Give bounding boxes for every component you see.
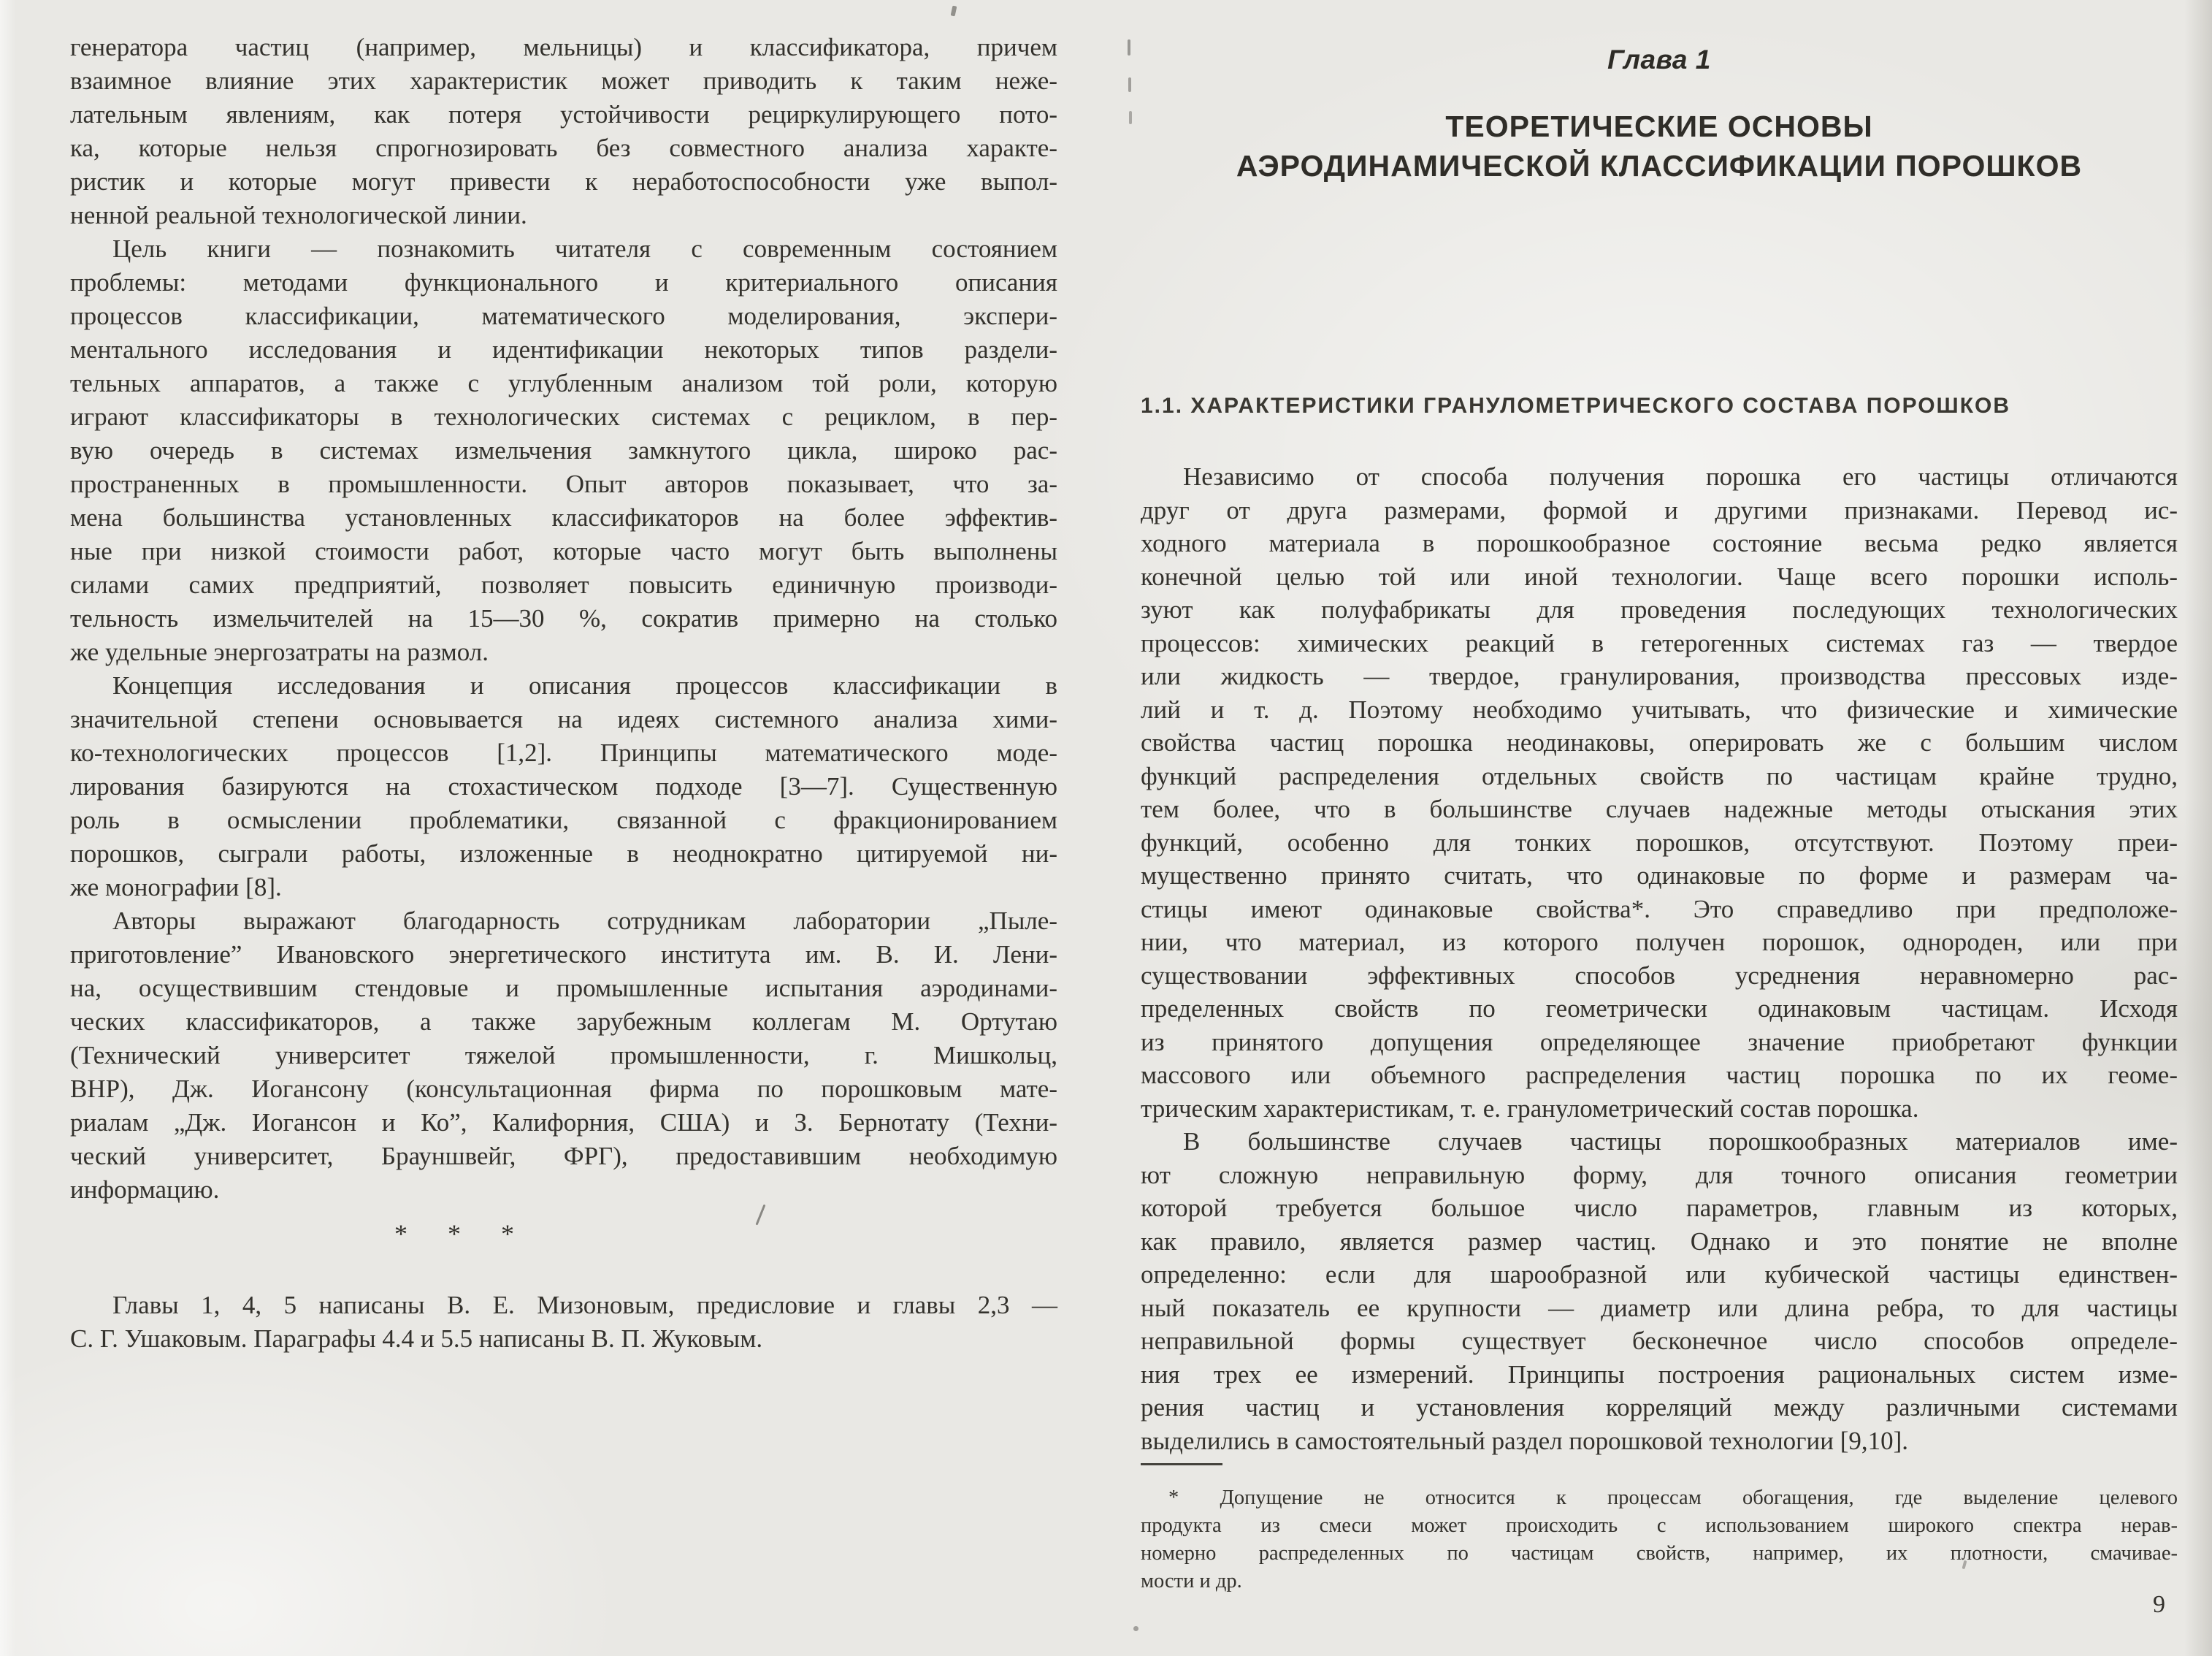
text-line: лательным явлениям, как потеря устойчивости рециркулирующего пото-: [70, 100, 1057, 129]
left-page-body: [70, 31, 1057, 1207]
right-page: [1141, 0, 2178, 1595]
text-line: мости и др.: [1141, 1570, 1242, 1592]
paragraph: [1141, 1125, 2178, 1457]
text-line: функций распределения отдельных свойств по частицам крайне трудно,: [1141, 761, 2178, 790]
text-line: нии, что материал, из которого получен порошок, однороден, или при: [1141, 928, 2178, 956]
authorship-note: [70, 1289, 1057, 1356]
text-line: роль в осмыслении проблематики, связанной с фракционированием: [70, 806, 1057, 834]
text-line: взаимное влияние этих характеристик может приводить к таким неже-: [70, 66, 1057, 95]
paragraph: [1141, 1484, 2178, 1595]
text-line: С. Г. Ушаковым. Параграфы 4.4 и 5.5 написаны В. П. Жуковым.: [70, 1324, 763, 1353]
text-line: неправильной формы существует бесконечное число способов определе-: [1141, 1327, 2178, 1355]
text-line: тельность измельчителей на 15—30 %, сократив примерно на столько: [70, 604, 1057, 633]
paragraph: [70, 1289, 1057, 1356]
text-line: риалам „Дж. Иогансон и Ко”, Калифорния, США) и З. Бернотату (Техни-: [70, 1108, 1057, 1137]
scan-speck: [1128, 39, 1130, 56]
text-line: определенно: если для шарообразной или кубической частицы единствен-: [1141, 1260, 2178, 1289]
text-line: ВНР), Дж. Иогансону (консультационная фирма по порошковым мате-: [70, 1075, 1057, 1103]
text-line: как правило, является размер частиц. Однако и это понятие не вполне: [1141, 1226, 2178, 1256]
text-line: * Допущение не относится к процессам обогащения, где выделение целевого: [1168, 1487, 2178, 1509]
text-line: вую очередь в системах измельчения замкнутого цикла, широко рас-: [70, 436, 1057, 465]
text-line: рения частиц и установления корреляций между различными системами: [1141, 1393, 2178, 1422]
text-line: свойства частиц порошка неодинаковы, оперировать же с большим числом: [1141, 728, 2178, 757]
text-line: играют классификаторы в технологических системах с рециклом, в пер-: [70, 402, 1057, 431]
scan-speck: [1133, 1626, 1138, 1631]
chapter-label: Глава 1: [1607, 45, 1711, 75]
text-line: тельных аппаратов, а также с углубленным анализом той роли, которую: [70, 369, 1057, 397]
text-line: приготовление” Ивановского энергетического института им. В. И. Лени-: [70, 940, 1057, 969]
text-line: друг от друга размерами, формой и другими признаками. Перевод ис-: [1141, 495, 2178, 524]
text-line: Независимо от способа получения порошка его частицы отличаются: [1183, 462, 2178, 491]
footnote-separator: [1141, 1463, 1222, 1465]
right-page-body: [1141, 460, 2178, 1457]
text-line: конечной целью той или иной технологии. Чаще всего порошки исполь-: [1141, 562, 2178, 591]
text-line: ный показатель ее крупности — диаметр или длина ребра, то для частицы: [1141, 1293, 2178, 1322]
text-line: ческих классификаторов, а также зарубежным коллегам М. Ортутаю: [70, 1007, 1057, 1036]
title-line: АЭРОДИНАМИЧЕСКОЙ КЛАССИФИКАЦИИ ПОРОШКОВ: [1236, 149, 2083, 183]
text-line: генератора частиц (например, мельницы) и классификатора, причем: [70, 33, 1057, 61]
paragraph: [70, 232, 1057, 669]
chapter-title: [1141, 107, 2178, 186]
text-line: или жидкость — твердое, гранулирования, производства прессовых изде-: [1141, 662, 2178, 690]
text-line: ходного материала в порошкообразное состояние весьма редко является: [1141, 529, 2178, 557]
text-line: мущественно принято считать, что одинаковые по форме и размерам ча-: [1141, 861, 2178, 890]
text-line: существовании эффективных способов усреднения неравномерно рас-: [1141, 961, 2178, 990]
text-line: информацию.: [70, 1175, 220, 1204]
section-heading: 1.1. ХАРАКТЕРИСТИКИ ГРАНУЛОМЕТРИЧЕСКОГО СОСТАВА ПОРОШКОВ: [1141, 394, 2011, 418]
paragraph: [70, 669, 1057, 904]
text-line: В большинстве случаев частицы порошкообразных материалов име-: [1183, 1127, 2178, 1156]
text-line: ния трех ее измерений. Принципы построения рациональных систем изме-: [1141, 1359, 2178, 1389]
paragraph: [70, 31, 1057, 232]
text-line: продукта из смеси может происходить с использованием широкого спектра нерав-: [1141, 1514, 2178, 1537]
text-line: выделились в самостоятельный раздел порошковой технологии [9,10].: [1141, 1426, 1909, 1455]
text-line: зуют как полуфабрикаты для проведения последующих технологических: [1141, 595, 2178, 624]
paragraph: [70, 904, 1057, 1207]
text-line: лий и т. д. Поэтому необходимо учитывать, что физические и химические: [1141, 695, 2178, 724]
text-line: пространенных в промышленности. Опыт авторов показывает, что за-: [70, 470, 1057, 498]
text-line: функций, особенно для тонких порошков, отсутствуют. Поэтому преи-: [1141, 828, 2178, 857]
paragraph: [1141, 460, 2178, 1125]
text-line: из принятого допущения определяющее значение приобретают функции: [1141, 1027, 2178, 1056]
text-line: же монографии [8].: [70, 873, 282, 901]
text-line: тем более, что в большинстве случаев надежные методы отыскания этих: [1141, 795, 2178, 823]
text-line: силами самих предприятий, позволяет повысить единичную производи-: [70, 571, 1057, 599]
text-line: которой требуется большое число параметров, главным из которых,: [1141, 1194, 2178, 1222]
text-line: ненной реальной технологической линии.: [70, 201, 527, 229]
text-line: трическим характеристикам, т. е. гранулометрический состав порошка.: [1141, 1094, 1919, 1123]
text-line: массового или объемного распределения частиц порошка по их геоме-: [1141, 1061, 2178, 1089]
scan-speck: [951, 6, 957, 17]
text-line: стицы имеют одинаковые свойства*. Это справедливо при предположе-: [1141, 894, 2178, 923]
text-line: ка, которые нельзя спрогнозировать без совместного анализа характе-: [70, 134, 1057, 162]
text-line: номерно распределенных по частицам свойств, например, их плотности, смачивае-: [1141, 1542, 2178, 1565]
text-line: Цель книги — познакомить читателя с современным состоянием: [112, 234, 1057, 263]
text-line: Авторы выражают благодарность сотрудникам лаборатории „Пыле-: [112, 907, 1057, 935]
text-line: ные при низкой стоимости работ, которые часто могут быть выполнены: [70, 537, 1057, 565]
text-line: мена большинства установленных классификаторов на более эффектив-: [70, 503, 1057, 532]
text-line: ко-технологических процессов [1,2]. Принципы математического моде-: [70, 739, 1057, 767]
text-line: проблемы: методами функционального и критериального описания: [70, 268, 1057, 297]
scan-speck: [1128, 77, 1131, 92]
text-line: значительной степени основывается на идеях системного анализа хими-: [70, 705, 1057, 733]
text-line: ют сложную неправильную форму, для точного описания геометрии: [1141, 1160, 2178, 1189]
text-line: лирования базируются на стохастическом подходе [3—7]. Существенную: [70, 772, 1057, 801]
left-page: [70, 31, 1057, 1356]
text-line: Концепция исследования и описания процессов классификации в: [112, 671, 1057, 700]
footnote: [1141, 1484, 2178, 1595]
text-line: (Технический университет тяжелой промышленности, г. Мишкольц,: [70, 1041, 1057, 1069]
text-line: на, осуществившим стендовые и промышленные испытания аэродинами-: [70, 974, 1057, 1002]
text-line: же удельные энергозатраты на размол.: [70, 638, 489, 666]
section-break-asterisks: * * *: [394, 1219, 514, 1248]
page-number: 9: [2153, 1591, 2165, 1618]
text-line: пределенных свойств по геометрически одинаковым частицам. Исходя: [1141, 994, 2178, 1023]
text-line: ментального исследования и идентификации некоторых типов раздели-: [70, 335, 1057, 364]
text-line: процессов классификации, математического моделирования, экспери-: [70, 302, 1057, 330]
title-line: ТЕОРЕТИЧЕСКИЕ ОСНОВЫ: [1445, 110, 1873, 143]
scan-speck: [1129, 111, 1132, 124]
text-line: процессов: химических реакций в гетерогенных системах газ — твердое: [1141, 628, 2178, 657]
text-line: Главы 1, 4, 5 написаны В. Е. Мизоновым, предисловие и главы 2,3 —: [112, 1291, 1057, 1319]
text-line: ческий университет, Брауншвейг, ФРГ), предоставившим необходимую: [70, 1142, 1057, 1170]
text-line: порошков, сыграли работы, изложенные в неоднократно цитируемой ни-: [70, 839, 1057, 868]
text-line: ристик и которые могут привести к неработоспособности уже выпол-: [70, 167, 1057, 196]
